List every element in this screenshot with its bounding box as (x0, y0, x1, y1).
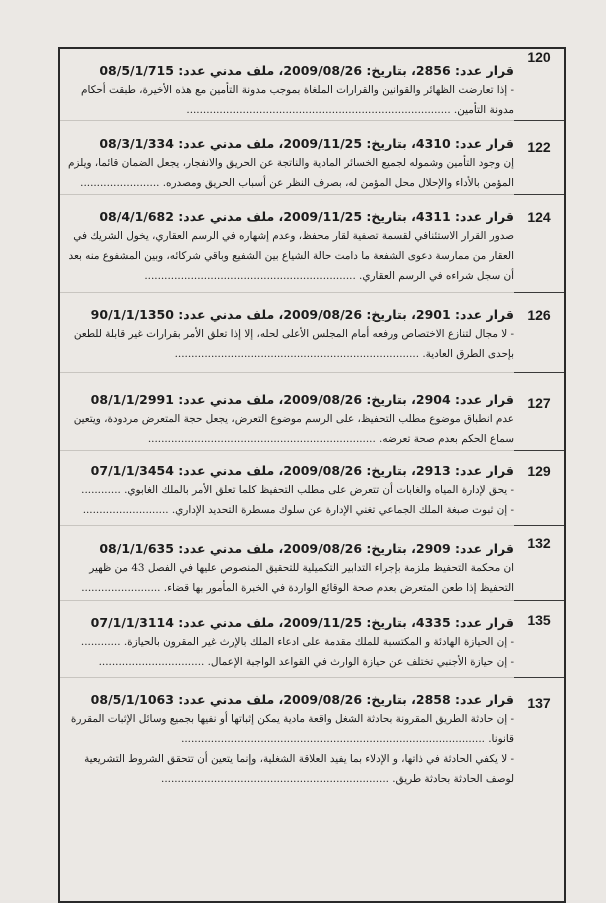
page-number: 127 (514, 373, 565, 451)
entry-line: عدم انطباق موضوع مطلب التحفيظ، على الرسم موضوع التعرض، يجعل حجة المتعرض مردودة، ويتعين (73, 413, 514, 425)
decisions-index-table (58, 47, 566, 903)
entry-line: التحفيظ إذا طعن المتعرض بعدم صحة الوقائع الواردة في الخبرة المأمور بها قضاء. ........................ (81, 582, 514, 594)
entry-line: المؤمن بالأداء والإحلال محل المؤمن له، بصرف النظر عن أسباب الحريق ومصدره. ........................ (80, 177, 514, 189)
page-number: 132 (514, 526, 565, 601)
entry-heading: قرار عدد: 4311، بتاريخ: 2009/11/25، ملف مدني عدد: 08/4/1/682 (99, 209, 514, 224)
entry-body (59, 451, 514, 526)
entry-heading: قرار عدد: 2901، بتاريخ: 2009/08/26، ملف مدني عدد: 90/1/1/1350 (90, 307, 514, 322)
index-entry (59, 48, 565, 121)
entry-line: أن سجل شراءه في الرسم العقاري. ................................................................ (144, 270, 514, 282)
entry-heading: قرار عدد: 2909، بتاريخ: 2009/08/26، ملف مدني عدد: 08/1/1/635 (99, 541, 514, 556)
page-number: 120 (514, 48, 565, 121)
entry-line: - لا مجال لتنازع الاختصاص ورفعه أمام المجلس الأعلى لحله، إلا إذا تعلق الأمر بقرارات غير قابلة للطعن (73, 328, 514, 340)
index-entry (59, 678, 565, 902)
index-entry (59, 195, 565, 293)
entry-heading: قرار عدد: 2858، بتاريخ: 2009/08/26، ملف مدني عدد: 08/5/1/1063 (90, 692, 514, 707)
entry-line: سماع الحكم بعدم صحة تعرضه. ..................................................................... (147, 433, 514, 445)
entry-body (59, 121, 514, 195)
page-number: 135 (514, 601, 565, 678)
entry-heading: قرار عدد: 2913، بتاريخ: 2009/08/26، ملف مدني عدد: 07/1/1/3454 (90, 463, 514, 478)
entry-body (59, 48, 514, 121)
entry-line: - إذا تعارضت الظهائر والقوانين والقرارات الملغاة بموجب مدونة التأمين مع هذه الأخيرة، طبقت أحكام (81, 84, 514, 96)
entry-line: صدور القرار الاستئنافي لقسمة تصفية لقار محفظ، وعدم إشهاره في الرسم العقاري، يخول الشريك في (73, 230, 514, 242)
entry-body (59, 601, 514, 678)
index-entry (59, 451, 565, 526)
entry-line: ان محكمة التحفيظ ملزمة بإجراء التدابير التكميلية للتحقيق المنصوص عليها في الفصل 43 من ظهير (89, 562, 514, 574)
entry-body (59, 195, 514, 293)
entry-body (59, 293, 514, 373)
entry-line: قانونا. ............................................................................................ (181, 733, 514, 745)
entry-line: - إن الحيازة الهادئة و المكتسبة للملك مقدمة على ادعاء الملك بالإرث غير المقرون بالحيازة. ............ (80, 636, 514, 648)
entry-body (59, 526, 514, 601)
entry-heading: قرار عدد: 4310، بتاريخ: 2009/11/25، ملف مدني عدد: 08/3/1/334 (99, 136, 514, 151)
index-entry (59, 373, 565, 451)
entry-line: - إن حيازة الأجنبي تختلف عن حيازة الوارث في القواعد الواجبة الإعمال. ................................ (98, 656, 514, 668)
index-entry (59, 121, 565, 195)
page-number: 137 (514, 678, 565, 902)
entry-line: - إن ثبوت صبغة الملك الجماعي تغني الإدارة عن سلوك مسطرة التحديد الإداري. .......................... (82, 504, 514, 516)
entry-line: العقار من ممارسة دعوى الشفعة ما دامت حالة الشياع بين الشفيع وباقي شركائه، وبين المشفوع منه بعد (68, 250, 514, 262)
entry-line: لوصف الحادثة بحادثة طريق. ..................................................................... (161, 773, 514, 785)
index-entry (59, 601, 565, 678)
entry-line: - إن حادثة الطريق المقرونة بحادثة الشغل واقعة مادية يمكن إثباتها أو نفيها بجميع وسائل الإثبات المقررة (70, 713, 514, 725)
entry-line: إن وجود التأمين وشموله لجميع الخسائر المادية والناتجة عن الحريق والانفجار، يجعل الضمان قائما، ويلزم (67, 157, 514, 169)
entry-body (59, 678, 514, 902)
entry-heading: قرار عدد: 2856، بتاريخ: 2009/08/26، ملف مدني عدد: 08/5/1/715 (99, 63, 514, 78)
entry-heading: قرار عدد: 4335، بتاريخ: 2009/11/25، ملف مدني عدد: 07/1/1/3114 (90, 615, 514, 630)
page-number: 126 (514, 293, 565, 373)
entry-heading: قرار عدد: 2904، بتاريخ: 2009/08/26، ملف مدني عدد: 08/1/1/2991 (90, 392, 514, 407)
page-number: 129 (514, 451, 565, 526)
entry-line: - يحق لإدارة المياه والغابات أن تتعرض على مطلب التحفيظ كلما تعلق الأمر بالملك الغابوي. ............ (81, 484, 514, 496)
index-entry (59, 293, 565, 373)
entry-line: مدونة التأمين. ................................................................................ (186, 104, 514, 116)
page-number: 124 (514, 195, 565, 293)
entry-line: بإحدى الطرق العادية. .......................................................................... (174, 348, 514, 360)
entry-line: - لا يكفي الحادثة في ذاتها، و الإدلاء بما يفيد العلاقة الشغلية، وإنما يتعين أن تتحقق الشروط التشريعية (84, 753, 514, 765)
page-number: 122 (514, 121, 565, 195)
entry-body (59, 373, 514, 451)
index-entry (59, 526, 565, 601)
